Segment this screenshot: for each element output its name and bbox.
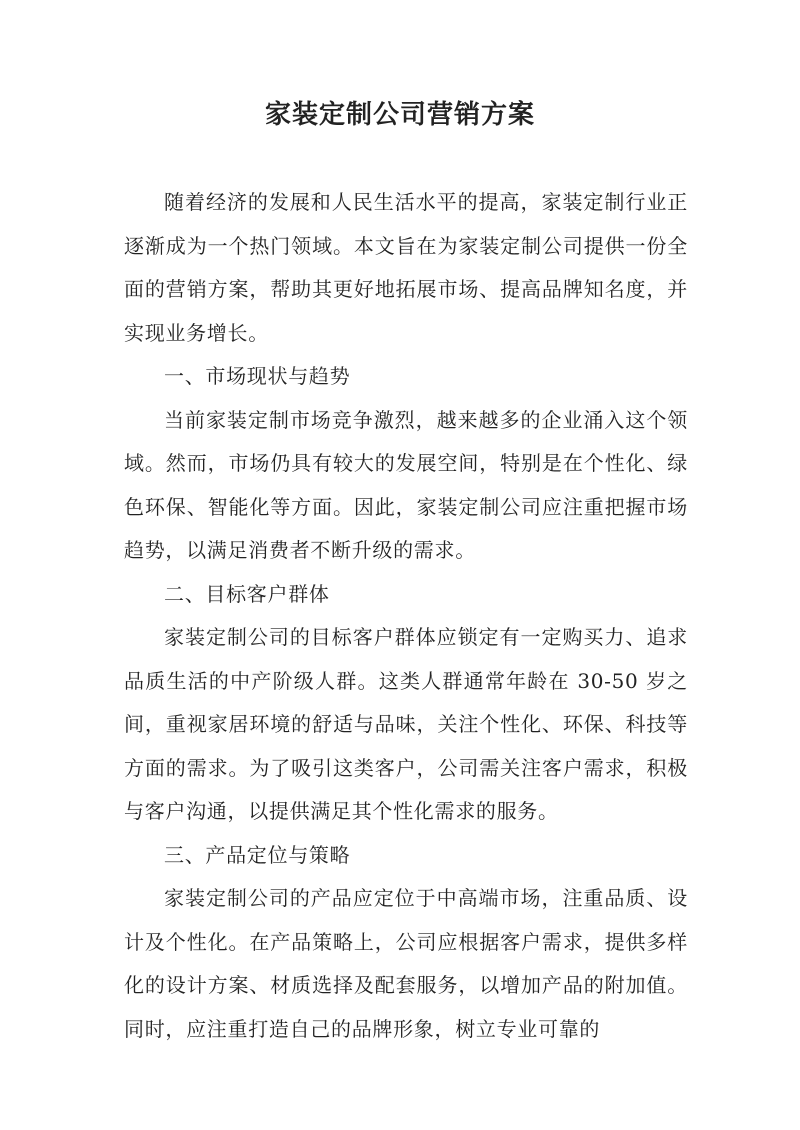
section-body-market: 当前家装定制市场竞争激烈，越来越多的企业涌入这个领域。然而，市场仍具有较大的发展空间，特别是在个性化、绿色环保、智能化等方面。因此，家装定制公司应注重把握市场趋势，以满足消费者不断升级的需求。 [124, 407, 688, 562]
section-heading-market: 一、市场现状与趋势 [164, 364, 351, 388]
section-heading-product-strategy: 三、产品定位与策略 [164, 842, 351, 867]
section-body-product-strategy: 家装定制公司的产品应定位于中高端市场，注重品质、设计及个性化。在产品策略上，公司应根据客户需求，提供多样化的设计方案、材质选择及配套服务，以增加产品的附加值。同时，应注重打造自己的品牌形象，树立专业可靠的 [124, 886, 688, 1041]
document-title: 家装定制公司营销方案 [264, 100, 535, 130]
document-body [124, 181, 688, 1051]
section-body-target-customers: 家装定制公司的目标客户群体应锁定有一定购买力、追求品质生活的中产阶级人群。这类人群通常年龄在 30-50 岁之间，重视家居环境的舒适与品味，关注个性化、环保、科技等方面的需求。为了吸引这类客户，公司需关注客户需求，积极与客户沟通，以提供满足其个性化需求的服务。 [124, 625, 688, 823]
section-heading-target-customers: 二、目标客户群体 [164, 581, 330, 606]
intro-paragraph: 随着经济的发展和人民生活水平的提高，家装定制行业正逐渐成为一个热门领域。本文旨在为家装定制公司提供一份全面的营销方案，帮助其更好地拓展市场、提高品牌知名度，并实现业务增长。 [124, 190, 688, 345]
